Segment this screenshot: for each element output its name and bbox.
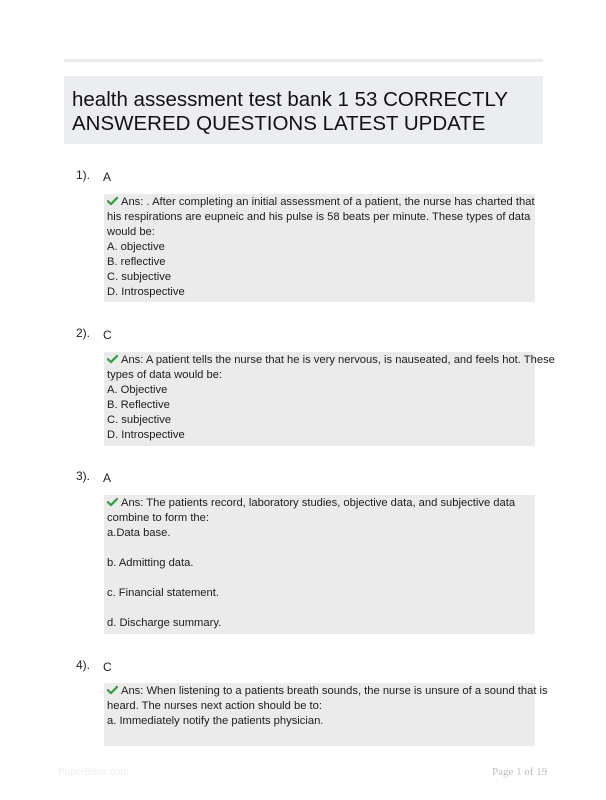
answer-line xyxy=(107,428,531,443)
question-text xyxy=(107,496,531,511)
line-text: would be: xyxy=(107,226,155,238)
answer-line xyxy=(107,225,531,240)
check-icon xyxy=(107,354,118,364)
line-text: a.Data base. xyxy=(107,527,171,539)
answer-line xyxy=(107,699,531,714)
line-text: heard. The nurses next action should be to: xyxy=(107,700,322,712)
line-text: C. subjective xyxy=(107,414,172,426)
page-title: health assessment test bank 1 53 CORRECTLY ANSWERED QUESTIONS LATEST UPDATE xyxy=(72,88,508,135)
line-text: Ans: The patients record, laboratory studies, objective data, and subjective data xyxy=(121,497,516,509)
answer-line xyxy=(107,383,531,398)
question-number: 2). xyxy=(76,326,91,340)
footer-watermark: PaperBible.com xyxy=(58,767,129,778)
line-text: Ans: When listening to a patients breath sounds, the nurse is unsure of a sound that is xyxy=(121,685,548,697)
check-icon xyxy=(107,196,118,206)
line-text: B. Reflective xyxy=(107,399,170,411)
blank-line xyxy=(107,729,531,744)
line-text: Ans: . After completing an initial assessment of a patient, the nurse has charted that xyxy=(121,196,535,208)
question-answer-letter: C xyxy=(103,328,112,342)
answer-line xyxy=(107,616,531,631)
answer-line xyxy=(107,714,531,729)
top-divider xyxy=(64,59,543,62)
line-text: A. Objective xyxy=(107,384,168,396)
answer-box xyxy=(104,352,555,446)
question-text xyxy=(107,353,555,368)
answer-line xyxy=(107,556,531,571)
line-text: C. subjective xyxy=(107,271,172,283)
answer-line xyxy=(107,285,531,300)
line-text: his respirations are eupneic and his pulse is 58 beats per minute. These types of data xyxy=(107,211,531,223)
question-answer-letter: C xyxy=(103,660,112,674)
line-text: a. Immediately notify the patients physician. xyxy=(107,715,324,727)
line-text: B. reflective xyxy=(107,256,166,268)
answer-line xyxy=(107,255,531,270)
line-text: D. Introspective xyxy=(107,286,185,298)
question-text xyxy=(107,684,548,699)
question-number: 3). xyxy=(76,469,91,483)
title-banner xyxy=(64,76,543,144)
question-answer-letter: A xyxy=(103,471,112,485)
answer-box xyxy=(104,194,535,302)
answer-line xyxy=(107,511,531,526)
answer-line xyxy=(107,398,531,413)
answer-line xyxy=(107,586,531,601)
answer-line xyxy=(107,270,531,285)
question-number: 4). xyxy=(76,658,91,672)
question-number: 1). xyxy=(76,168,91,182)
line-text: Ans: A patient tells the nurse that he is very nervous, is nauseated, and feels hot. These xyxy=(121,354,555,366)
check-icon xyxy=(107,685,118,695)
answer-line xyxy=(107,526,531,541)
answer-box xyxy=(104,495,535,634)
check-icon xyxy=(107,497,118,507)
blank-line xyxy=(107,541,531,556)
line-text: D. Introspective xyxy=(107,429,185,441)
answer-line xyxy=(107,413,531,428)
line-text: c. Financial statement. xyxy=(107,587,219,599)
blank-line xyxy=(107,601,531,616)
line-text: b. Admitting data. xyxy=(107,557,194,569)
line-text: combine to form the: xyxy=(107,512,209,524)
line-text: A. objective xyxy=(107,241,165,253)
question-answer-letter: A xyxy=(103,170,112,184)
line-text: types of data would be: xyxy=(107,369,223,381)
answer-line xyxy=(107,368,531,383)
blank-line xyxy=(107,571,531,586)
answer-box xyxy=(104,683,548,746)
answer-line xyxy=(107,240,531,255)
page-indicator: Page 1 of 19 xyxy=(492,766,548,778)
question-text xyxy=(107,195,535,210)
line-text: d. Discharge summary. xyxy=(107,617,222,629)
answer-line xyxy=(107,210,531,225)
